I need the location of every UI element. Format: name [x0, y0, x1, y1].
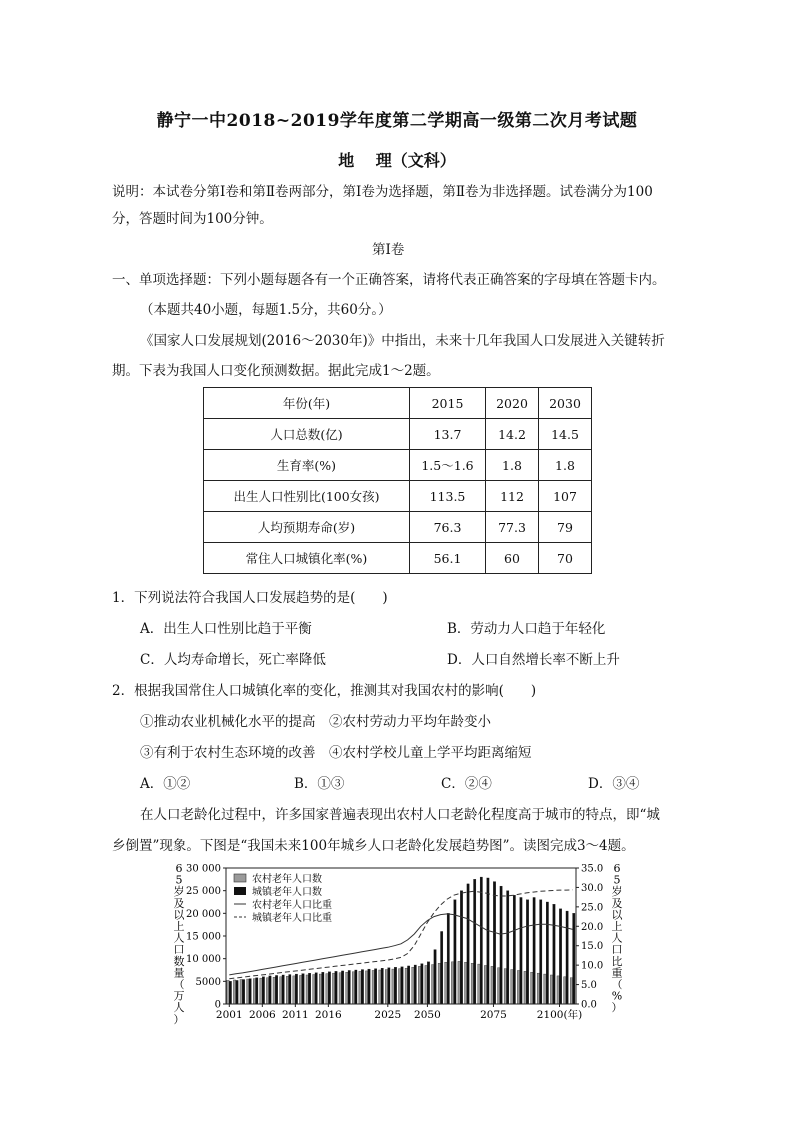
- x-tick-label: 2016: [314, 1009, 342, 1021]
- urban-bar: [249, 979, 251, 1004]
- y2-axis-label-char: ）: [611, 1001, 623, 1015]
- y-axis-label-char: 上: [173, 920, 185, 933]
- table-cell: 1.8: [539, 450, 592, 481]
- urban-bar: [474, 879, 476, 1004]
- x-tick-label: 2006: [248, 1009, 276, 1021]
- q2-stem: 2．根据我国常住人口城镇化率的变化，推测其对我国农村的影响( ): [112, 683, 537, 699]
- q1-option-d[interactable]: D．人口自然增长率不断上升: [447, 652, 620, 668]
- y2-axis-label-char: 岁: [611, 885, 623, 899]
- urban-bar: [559, 909, 561, 1004]
- urban-bar: [427, 962, 429, 1004]
- table-cell: 113.5: [410, 481, 486, 512]
- urban-bar: [341, 971, 343, 1004]
- table-row: [204, 512, 592, 543]
- y2-tick-label: 10.0: [581, 960, 604, 972]
- urban-bar: [229, 981, 231, 1004]
- exam-subtitle: 地 理（文科）: [338, 151, 456, 170]
- rural-bar: [564, 977, 566, 1004]
- urban-bar: [289, 975, 291, 1004]
- rural-bar: [537, 973, 539, 1004]
- urban-bar: [566, 911, 568, 1004]
- passage2-line-1: 在人口老龄化过程中，许多国家普遍表现出农村人口老龄化程度高于城市的特点，即“城: [140, 807, 660, 823]
- y-axis-label-char: 人: [173, 1001, 185, 1015]
- urban-bar: [533, 897, 535, 1004]
- y2-tick-label: 20.0: [581, 921, 604, 933]
- urban-bar: [275, 975, 277, 1004]
- table-cell: 1.5～1.6: [410, 450, 486, 481]
- y2-tick-label: 25.0: [581, 902, 604, 914]
- rural-bar: [412, 967, 414, 1004]
- urban-bar: [434, 950, 436, 1004]
- y-axis-label-char: 5: [175, 873, 183, 887]
- table-cell: 112: [486, 481, 539, 512]
- table-cell: 1.8: [486, 450, 539, 481]
- table-header-row: [204, 388, 592, 419]
- urban-bar: [374, 969, 376, 1004]
- urban-bar: [401, 967, 403, 1004]
- urban-bar: [355, 970, 357, 1004]
- urban-bar: [553, 904, 555, 1004]
- part-heading: 第Ⅰ卷: [372, 242, 405, 258]
- rural-bar: [557, 976, 559, 1004]
- rural-bar: [484, 965, 486, 1004]
- rural-bar: [306, 975, 308, 1004]
- rural-bar: [299, 975, 301, 1004]
- table-cell: 出生人口性别比(100女孩): [204, 481, 410, 512]
- legend-label: 城镇老年人口比重: [252, 913, 332, 924]
- rural-bar: [392, 969, 394, 1004]
- y2-axis-label-char: 口: [611, 943, 623, 957]
- q1-option-c[interactable]: C．人均寿命增长，死亡率降低: [140, 652, 326, 668]
- passage2-line-2: 乡倒置”现象。下图是“我国未来100年城乡人口老龄化发展趋势图”。读图完成3～4题。: [112, 838, 635, 854]
- y-axis-label-char: 数: [173, 954, 185, 968]
- y2-axis-label-char: 上: [611, 920, 623, 933]
- urban-bar: [269, 976, 271, 1004]
- urban-bar: [407, 966, 409, 1004]
- y-axis-label-char: 量: [173, 966, 185, 980]
- y2-axis-label-char: 及: [611, 896, 623, 910]
- urban-bar: [460, 891, 462, 1004]
- q2-option-d[interactable]: D．③④: [588, 776, 640, 792]
- table-row: [204, 543, 592, 574]
- urban-bar: [507, 891, 509, 1004]
- q2-option-b[interactable]: B．①③: [294, 776, 345, 792]
- rural-bar: [550, 975, 552, 1004]
- rural-bar: [332, 973, 334, 1004]
- rural-bar: [491, 966, 493, 1004]
- table-header-cell: 年份(年): [204, 388, 410, 419]
- urban-bar: [242, 980, 244, 1004]
- legend-rural-swatch: [234, 874, 246, 882]
- urban-bar: [282, 975, 284, 1004]
- rural-bar: [247, 979, 249, 1004]
- y-axis-label-char: 口: [173, 943, 185, 957]
- y-tick-label: 15 000: [186, 931, 221, 943]
- urban-bar: [493, 882, 495, 1004]
- rural-bar: [511, 970, 513, 1004]
- q1-stem: 1．下列说法符合我国人口发展趋势的是( ): [112, 590, 388, 606]
- rural-bar: [544, 974, 546, 1004]
- table-row: [204, 419, 592, 450]
- intro-line-1: 说明：本试卷分第Ⅰ卷和第Ⅱ卷两部分，第Ⅰ卷为选择题，第Ⅱ卷为非选择题。试卷满分为100: [112, 184, 653, 200]
- y2-tick-label: 35.0: [581, 863, 604, 875]
- section-note: （本题共40小题，每题1.5分，共60分。）: [140, 302, 392, 318]
- rural-bar: [498, 968, 500, 1004]
- table-header-cell: 2030: [539, 388, 592, 419]
- table-cell: 107: [539, 481, 592, 512]
- y-tick-label: 25 000: [186, 886, 221, 898]
- y2-tick-label: 5.0: [581, 980, 597, 992]
- rural-bar: [478, 964, 480, 1004]
- rural-bar: [240, 980, 242, 1004]
- table-cell: 14.5: [539, 419, 592, 450]
- urban-bar: [236, 980, 238, 1004]
- legend-label: 农村老年人口比重: [252, 900, 332, 911]
- rural-bar: [385, 970, 387, 1004]
- rural-bar: [451, 962, 453, 1004]
- y-tick-label: 5000: [195, 976, 221, 988]
- urban-bar: [414, 965, 416, 1004]
- rural-bar: [359, 971, 361, 1004]
- urban-bar: [487, 878, 489, 1004]
- urban-bar: [447, 913, 449, 1004]
- x-tick-label: 2075: [480, 1009, 507, 1021]
- urban-bar: [540, 900, 542, 1004]
- rural-bar: [379, 970, 381, 1004]
- rural-bar: [313, 975, 315, 1004]
- urban-bar: [440, 931, 442, 1004]
- legend-label: 城镇老年人口数: [252, 887, 322, 898]
- rural-bar: [524, 971, 526, 1004]
- table-row: [204, 450, 592, 481]
- rural-bar: [405, 968, 407, 1004]
- rural-bar: [286, 976, 288, 1004]
- y-tick-label: 20 000: [186, 908, 221, 920]
- rural-bar: [280, 977, 282, 1004]
- urban-bar: [381, 968, 383, 1004]
- urban-bar: [256, 978, 258, 1004]
- rural-bar: [418, 966, 420, 1004]
- y-axis-label-char: 以: [173, 908, 185, 922]
- rural-bar: [531, 972, 533, 1004]
- rural-bar: [458, 961, 460, 1004]
- rural-bar: [504, 969, 506, 1004]
- table-cell: 生育率(%): [204, 450, 410, 481]
- legend-urban-swatch: [234, 887, 246, 895]
- x-tick-label: 2050: [414, 1009, 441, 1021]
- table-row: [204, 481, 592, 512]
- urban-bar: [328, 972, 330, 1004]
- rural-bar: [570, 978, 572, 1004]
- chart-legend: [234, 872, 332, 924]
- x-tick-label: 2001: [215, 1009, 243, 1021]
- aging-trend-chart: [168, 858, 638, 1028]
- urban-bar: [361, 970, 363, 1004]
- table-cell: 77.3: [486, 512, 539, 543]
- x-tick-label: 2100(年): [536, 1009, 583, 1021]
- passage1-line-2: 期。下表为我国人口变化预测数据。据此完成1～2题。: [112, 363, 440, 379]
- table-cell: 76.3: [410, 512, 486, 543]
- urban-bar: [500, 886, 502, 1004]
- rural-bar: [465, 962, 467, 1004]
- y2-axis-label-char: 比: [611, 954, 623, 968]
- urban-bar: [302, 974, 304, 1004]
- rural-bar: [471, 963, 473, 1004]
- y-axis-label-char: 万: [173, 989, 185, 1003]
- rural-bar: [425, 965, 427, 1004]
- rural-bar: [227, 980, 229, 1004]
- q2-statements-1: ①推动农业机械化水平的提高 ②农村劳动力平均年龄变小: [140, 714, 491, 730]
- y-axis-label-char: 岁: [173, 885, 185, 899]
- table-cell: 常住人口城镇化率(%): [204, 543, 410, 574]
- table-cell: 56.1: [410, 543, 486, 574]
- x-tick-label: 2011: [281, 1009, 309, 1021]
- y2-tick-label: 0.0: [581, 999, 597, 1011]
- urban-bar: [480, 877, 482, 1004]
- y-tick-label: 0: [214, 999, 221, 1011]
- urban-bar: [513, 895, 515, 1004]
- exam-title: 静宁一中2018~2019学年度第二学期高一级第二次月考试题: [156, 111, 638, 131]
- rural-bar: [346, 972, 348, 1004]
- rural-bar: [273, 977, 275, 1004]
- table-cell: 人口总数(亿): [204, 419, 410, 450]
- rural-bar: [438, 963, 440, 1004]
- urban-bar: [546, 902, 548, 1004]
- urban-bar: [315, 973, 317, 1004]
- rural-bar: [293, 976, 295, 1004]
- urban-bar: [322, 972, 324, 1004]
- rural-bar: [365, 971, 367, 1004]
- rural-bar: [517, 970, 519, 1004]
- rural-bar: [260, 978, 262, 1004]
- rural-bar: [326, 974, 328, 1004]
- y2-tick-label: 30.0: [581, 882, 604, 894]
- y2-axis-label-char: 人: [611, 931, 623, 945]
- rural-bar: [339, 973, 341, 1004]
- table-cell: 60: [486, 543, 539, 574]
- rural-bar: [352, 972, 354, 1004]
- y2-axis-label-char: 5: [613, 873, 621, 887]
- y2-axis-label-char: 重: [611, 966, 623, 980]
- rural-bar: [445, 962, 447, 1004]
- q2-option-c[interactable]: C．②④: [441, 776, 492, 792]
- y-axis-label-char: 及: [173, 896, 185, 910]
- rural-bar: [372, 970, 374, 1004]
- urban-bar: [421, 964, 423, 1004]
- y-axis-label-char: （: [173, 978, 185, 991]
- urban-bar: [348, 970, 350, 1004]
- urban-bar: [295, 974, 297, 1004]
- urban-bar: [368, 969, 370, 1004]
- y-axis-label-char: 人: [173, 931, 185, 945]
- urban-bar: [388, 968, 390, 1004]
- table-cell: 14.2: [486, 419, 539, 450]
- table-cell: 70: [539, 543, 592, 574]
- y2-axis-label-char: %: [611, 989, 623, 1003]
- urban-bar: [573, 913, 575, 1004]
- table-header-cell: 2015: [410, 388, 486, 419]
- urban-bar: [308, 973, 310, 1004]
- urban-bar: [394, 967, 396, 1004]
- q2-option-a[interactable]: A．①②: [140, 776, 191, 792]
- table-cell: 13.7: [410, 419, 486, 450]
- urban-bar: [526, 900, 528, 1004]
- rural-bar: [266, 978, 268, 1004]
- y2-axis-label-char: 6: [613, 862, 621, 875]
- y2-axis-label-char: 以: [611, 908, 623, 922]
- rural-bar: [233, 980, 235, 1004]
- section-heading: 一、单项选择题：下列小题每题各有一个正确答案，请将代表正确答案的字母填在答题卡内。: [112, 272, 666, 288]
- legend-label: 农村老年人口数: [252, 874, 322, 885]
- urban-bar: [335, 971, 337, 1004]
- y-tick-label: 10 000: [186, 954, 221, 966]
- y-axis-label-char: 6: [175, 862, 183, 875]
- y-axis-label-right: [612, 862, 624, 1014]
- y-axis-label-left: [174, 862, 186, 1026]
- table-header-cell: 2020: [486, 388, 539, 419]
- q2-statements-2: ③有利于农村生态环境的改善 ④农村学校儿童上学平均距离缩短: [140, 745, 532, 761]
- y-tick-label: 30 000: [186, 863, 221, 875]
- table-cell: 人均预期寿命(岁): [204, 512, 410, 543]
- urban-bar: [467, 884, 469, 1004]
- q1-option-b[interactable]: B．劳动力人口趋于年轻化: [447, 621, 606, 637]
- urban-bar: [262, 977, 264, 1004]
- table-cell: 79: [539, 512, 592, 543]
- rural-bar: [432, 965, 434, 1004]
- q1-option-a[interactable]: A．出生人口性别比趋于平衡: [140, 621, 312, 637]
- rural-bar: [319, 974, 321, 1004]
- y2-tick-label: 15.0: [581, 941, 604, 953]
- passage1-line-1: 《国家人口发展规划(2016～2030年)》中指出，未来十几年我国人口发展进入关键转折: [140, 333, 665, 349]
- urban-bar: [520, 897, 522, 1004]
- y-axis-label-char: ）: [173, 1012, 185, 1026]
- y2-axis-label-char: （: [611, 978, 623, 991]
- rural-bar: [253, 979, 255, 1004]
- intro-line-2: 分，答题时间为100分钟。: [112, 211, 273, 227]
- x-tick-label: 2025: [374, 1009, 402, 1021]
- rural-bar: [398, 969, 400, 1004]
- population-table: [203, 387, 592, 574]
